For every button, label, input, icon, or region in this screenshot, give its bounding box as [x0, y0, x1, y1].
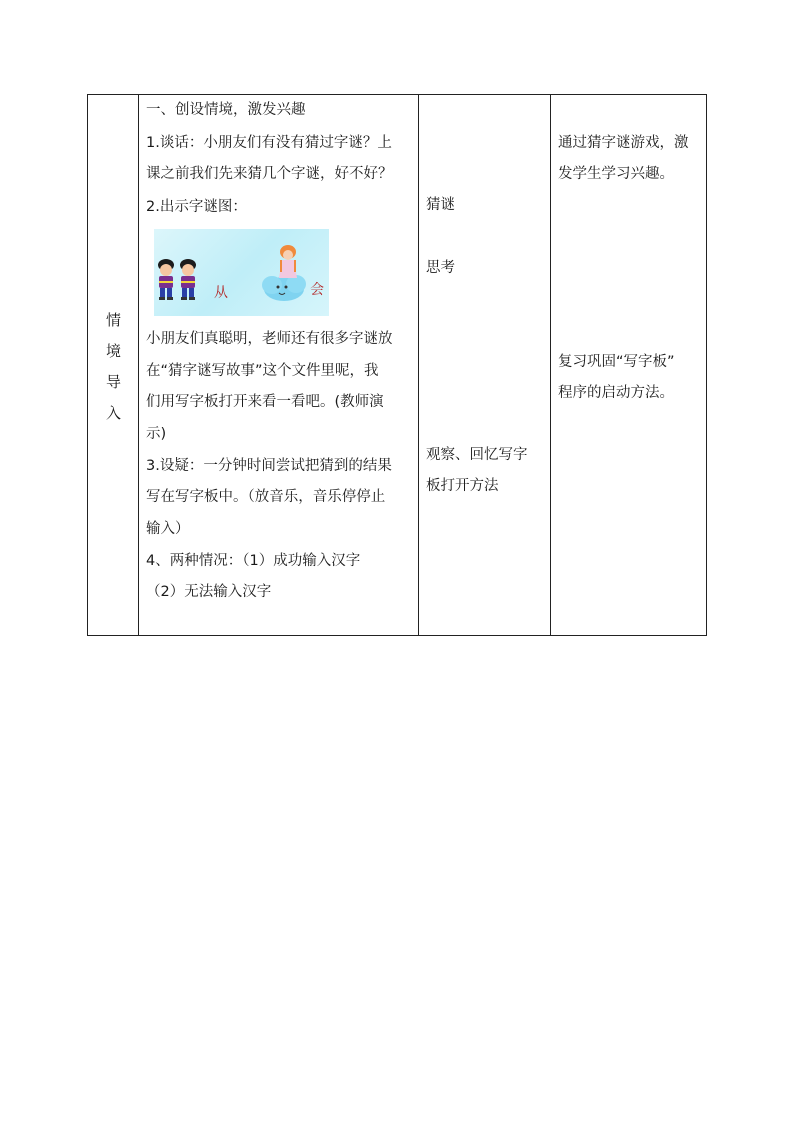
teacher-line: 写在写字板中。（放音乐，音乐停停止 — [146, 489, 386, 505]
boy-figure — [180, 259, 196, 300]
design-intent-column — [551, 95, 706, 635]
student-activity-column — [419, 95, 551, 635]
boy-figure — [158, 259, 174, 300]
teacher-activity-column — [139, 95, 419, 635]
teacher-line: 课之前我们先来猜几个字谜，好不好？ — [146, 166, 393, 182]
teacher-line: 4、两种情况：（1）成功输入汉字 — [146, 553, 361, 569]
student-item: 观察、回忆写字 — [426, 447, 528, 463]
activity-heading: 一、创设情境，激发兴趣 — [146, 102, 306, 118]
riddle-char: 会 — [310, 282, 324, 298]
teacher-line: 3.设疑：一分钟时间尝试把猜到的结果 — [146, 458, 392, 474]
riddle-illustration — [154, 229, 329, 316]
teacher-line: 在“猜字谜写故事”这个文件里呢，我 — [146, 363, 379, 379]
section-label-char: 境 — [105, 342, 121, 360]
intent-line: 通过猜字谜游戏，激 — [558, 135, 689, 151]
girl-figure — [279, 245, 297, 278]
section-label — [88, 305, 139, 429]
lesson-plan-table — [87, 94, 707, 636]
riddle-char: 从 — [214, 285, 228, 301]
intent-line: 程序的启动方法。 — [558, 385, 674, 401]
teacher-line: 示) — [146, 426, 167, 442]
cloud-figure — [262, 275, 306, 301]
teacher-line: 2.出示字谜图： — [146, 199, 247, 215]
teacher-line: （2）无法输入汉字 — [146, 584, 272, 600]
teacher-line: 输入） — [146, 521, 190, 537]
student-item: 思考 — [426, 260, 455, 276]
student-item: 猜谜 — [426, 197, 455, 213]
section-label-char: 导 — [105, 373, 121, 391]
riddle-image — [154, 229, 329, 316]
teacher-line: 小朋友们真聪明，老师还有很多字谜放 — [146, 331, 393, 347]
section-column — [88, 95, 139, 635]
intent-line: 发学生学习兴趣。 — [558, 166, 674, 182]
teacher-line: 1.谈话：小朋友们有没有猜过字谜？上 — [146, 135, 392, 151]
section-label-char: 入 — [105, 404, 121, 422]
teacher-line: 们用写字板打开来看一看吧。(教师演 — [146, 394, 384, 410]
section-label-char: 情 — [105, 311, 121, 329]
student-item: 板打开方法 — [426, 478, 499, 494]
intent-line: 复习巩固“写字板” — [558, 354, 675, 370]
